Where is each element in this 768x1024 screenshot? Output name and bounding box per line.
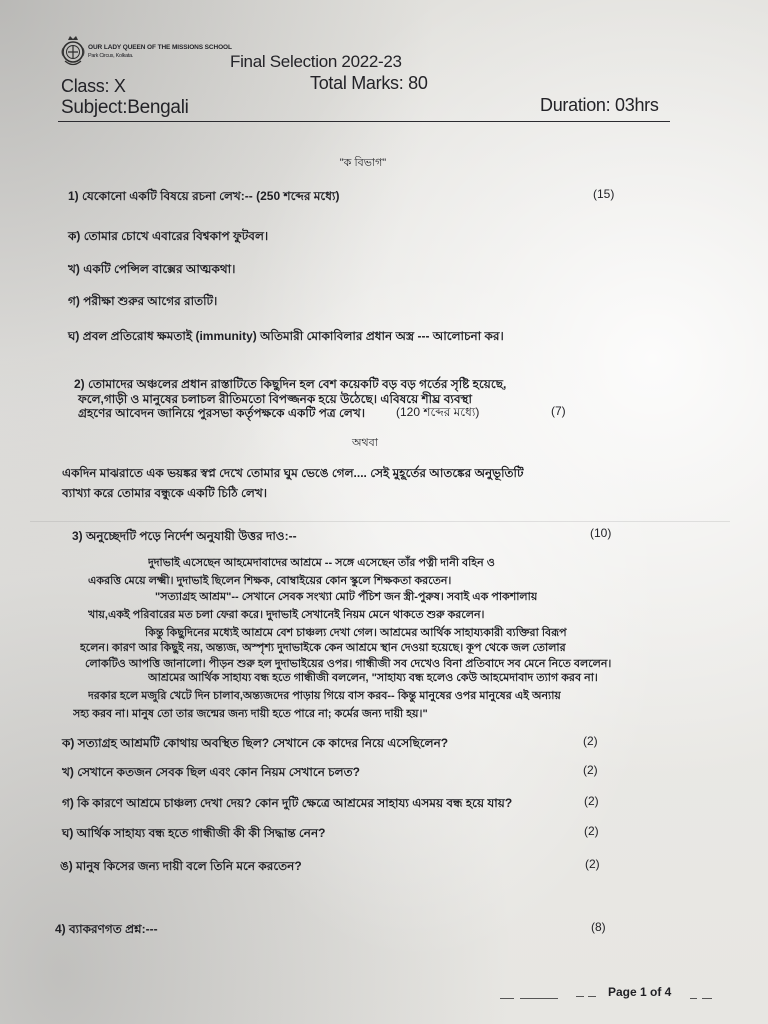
- or-label: অথবা: [352, 437, 378, 449]
- footer-rule: [576, 996, 584, 997]
- question-3-sub-a-marks: (2): [583, 734, 598, 748]
- footer-rule: [500, 998, 514, 999]
- question-1-option-a: ক) তোমার চোখে এবারের বিশ্বকাপ ফুটবল।: [68, 229, 269, 243]
- question-1-marks: (15): [593, 187, 615, 201]
- passage-line: হলেন। কারণ আর কিছুই নয়, অন্ত্যজ, অস্পৃশ্য দুদাভাইকে কেন আশ্রমে স্থান দেওয়া হয়েছে। কূপ থেকে জল তোলার: [80, 642, 566, 654]
- question-1: 1) যেকোনো একটি বিষয়ে রচনা লেখ:-- (250 শব্দের মধ্যে): [68, 189, 340, 203]
- page-number: Page 1 of 4: [608, 985, 672, 999]
- question-2-line: গ্রহণের আবেদন জানিয়ে পুরসভা কর্তৃপক্ষকে একটি পত্র লেখ।: [78, 406, 365, 420]
- passage-line: আশ্রমের আর্থিক সাহায্য বন্ধ হতে গান্ধীজী বললেন, "সাহায্য বন্ধ হলেও কেউ আহমেদাবাদ ত্যাগ করব না।: [148, 672, 598, 684]
- question-2-marks: (7): [551, 404, 566, 418]
- question-1-option-c: গ) পরীক্ষা শুরুর আগের রাতটি।: [68, 294, 218, 308]
- question-4-marks: (8): [591, 920, 606, 934]
- question-3-sub-d-marks: (2): [584, 824, 599, 838]
- question-1-option-b: খ) একটি পেন্সিল বাক্সের আত্মকথা।: [68, 262, 236, 276]
- total-marks: Total Marks: 80: [310, 73, 428, 93]
- header-divider: [58, 121, 670, 122]
- question-1-option-d: ঘ) প্রবল প্রতিরোধ ক্ষমতাই (immunity) অতিমারী মোকাবিলার প্রধান অস্ত্র --- আলোচনা কর।: [68, 329, 504, 343]
- question-2-word-limit: (120 শব্দের মধ্যে): [396, 405, 480, 419]
- duration-label: Duration: 03hrs: [540, 95, 659, 115]
- crest-icon: [60, 34, 86, 70]
- question-3-sub-c-marks: (2): [584, 794, 599, 808]
- passage-line: কিন্তু কিছুদিনের মধ্যেই আশ্রমে বেশ চাঞ্চল্য দেখা গেল। আশ্রমের আর্থিক সাহায্যকারী ব্যক্তিরা বিরূপ: [145, 627, 567, 639]
- school-name: OUR LADY QUEEN OF THE MISSIONS SCHOOL: [88, 44, 232, 51]
- question-2-alt-line: একদিন মাঝরাতে এক ভয়ঙ্কর স্বপ্ন দেখে তোমার ঘুম ভেঙে গেল.... সেই মুহূর্তের আতঙ্কের অনুভূতিটি: [62, 466, 524, 480]
- question-2-line: ফলে,গাড়ী ও মানুষের চলাচল রীতিমতো বিপজ্জনক হয়ে উঠেছে। এবিষয়ে শীঘ্র ব্যবস্থা: [78, 392, 472, 406]
- footer-rule: [588, 996, 596, 997]
- passage-line: সহ্য করব না। মানুষ তো তার জন্মের জন্য দায়ী হতে পারে না; কর্মের জন্য দায়ী হয়।": [73, 708, 428, 720]
- paper-crease: [30, 521, 730, 522]
- question-4: 4) ব্যাকরণগত প্রশ্ন:---: [55, 922, 158, 936]
- passage-line: "সত্যাগ্রহ আশ্রম"-- সেখানে সেবক সংখ্যা মোট পঁচিশ জন স্ত্রী-পুরুষ। সবাই এক পাকশালায়: [155, 591, 538, 603]
- question-3-sub-d: ঘ) আর্থিক সাহায্য বন্ধ হতে গান্ধীজী কী কী সিদ্ধান্ত নেন?: [62, 826, 326, 840]
- question-3-sub-c: গ) কি কারণে আশ্রমে চাঞ্চল্য দেখা দেয়? কোন দুটি ক্ষেত্রে আশ্রমের সাহায্য এসময় বন্ধ হয়ে যায়?: [62, 796, 513, 810]
- footer-rule: [520, 998, 558, 999]
- passage-line: খায়,একই পরিবারের মত চলা ফেরা করে। দুদাভাই সেখানেই নিয়ম মেনে থাকতে শুরু করলেন।: [88, 609, 485, 621]
- question-3: 3) অনুচ্ছেদটি পড়ে নির্দেশ অনুযায়ী উত্তর দাও:--: [72, 529, 297, 543]
- school-crest-logo: [60, 34, 86, 70]
- question-3-sub-b-marks: (2): [583, 763, 598, 777]
- question-2-line: 2) তোমাদের অঞ্চলের প্রধান রাস্তাটিতে কিছুদিন হল বেশ কয়েকটি বড় বড় গর্তের সৃষ্টি হয়েছে,: [74, 377, 507, 391]
- footer-rule: [690, 998, 697, 999]
- school-address: Park Circus, Kolkata.: [88, 53, 134, 59]
- passage-line: দরকার হলে মজুরি খেটে দিন চালাব,অন্ত্যজদের পাড়ায় গিয়ে বাস করব-- কিন্তু মানুষের ওপর মানুষের এই অন্যায়: [88, 690, 561, 702]
- passage-line: লোকটিও আপত্তি জানালো। পীড়ন শুরু হল দুদাভাইয়ের ওপর। গান্ধীজী সব দেখেও বিনা প্রতিবাদে সব মেনে নিতে বললেন।: [85, 658, 612, 670]
- passage-line: দুদাভাই এসেছেন আহমেদাবাদের আশ্রমে -- সঙ্গে এসেছেন তাঁর পত্নী দানী বহিন ও: [148, 557, 495, 569]
- subject-label: Subject:Bengali: [61, 97, 189, 118]
- exam-title: Final Selection 2022-23: [230, 52, 402, 71]
- question-3-marks: (10): [590, 526, 612, 540]
- question-3-sub-e-marks: (2): [585, 857, 600, 871]
- question-2-alt-line: ব্যাখ্যা করে তোমার বন্ধুকে একটি চিঠি লেখ।: [62, 486, 268, 500]
- footer-rule: [702, 998, 712, 999]
- question-3-sub-a: ক) সত্যাগ্রহ আশ্রমটি কোথায় অবস্থিত ছিল? সেখানে কে কাদের নিয়ে এসেছিলেন?: [62, 736, 449, 750]
- question-3-sub-e: ঙ) মানুষ কিসের জন্য দায়ী বলে তিনি মনে করতেন?: [60, 859, 302, 873]
- class-label: Class: X: [61, 76, 126, 96]
- section-title: "ক বিভাগ": [339, 157, 387, 169]
- question-3-sub-b: খ) সেখানে কতজন সেবক ছিল এবং কোন নিয়ম সেখানে চলত?: [62, 765, 360, 779]
- passage-line: একরত্তি মেয়ে লক্ষ্মী। দুদাভাই ছিলেন শিক্ষক, বোম্বাইয়ের কোন স্কুলে শিক্ষকতা করতেন।: [88, 575, 452, 587]
